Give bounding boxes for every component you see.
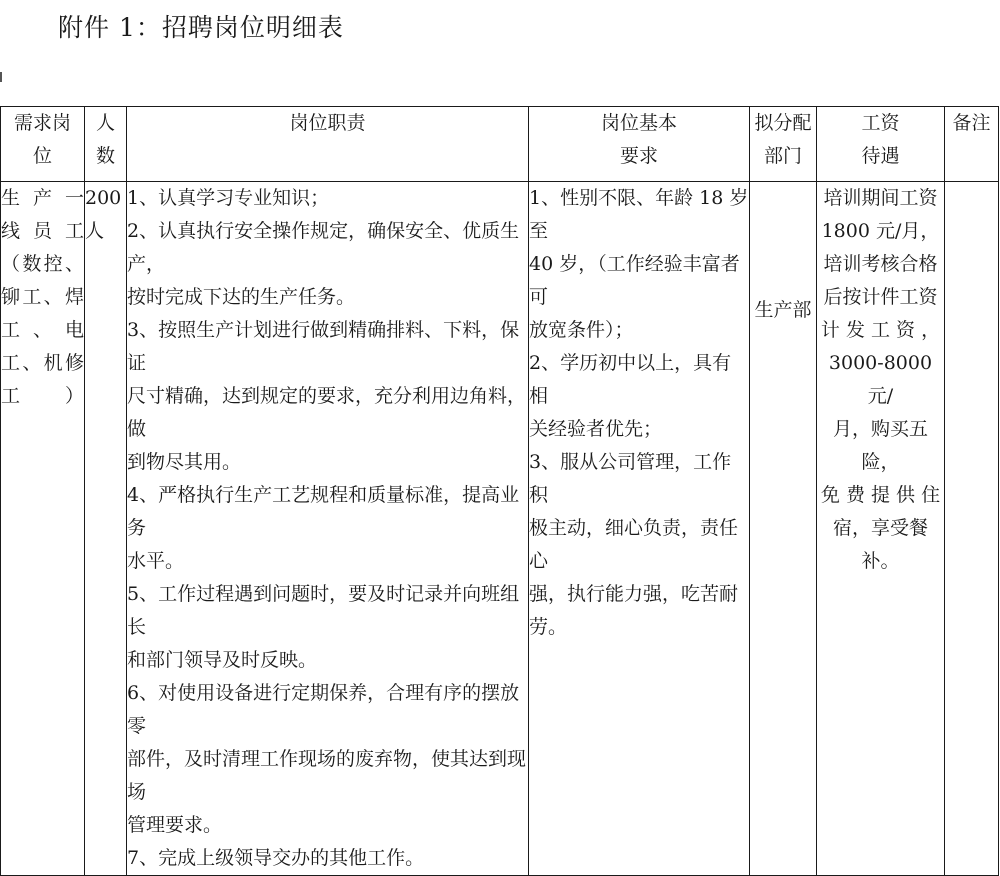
position-cell bbox=[1, 182, 85, 876]
table-row bbox=[1, 182, 999, 876]
position-text: 生产一 线员工 （数控、 铆工、焊 工、电 工、机修 工） bbox=[1, 187, 84, 407]
salary-cell bbox=[817, 182, 945, 876]
header-requirements: 岗位基本 要求 bbox=[529, 107, 750, 182]
duties-cell bbox=[127, 182, 529, 876]
header-salary: 工资 待遇 bbox=[817, 107, 945, 182]
requirements-cell bbox=[529, 182, 750, 876]
document-title: 附件 1：招聘岗位明细表 bbox=[58, 13, 344, 42]
department-cell bbox=[750, 182, 817, 876]
header-position: 需求岗 位 bbox=[1, 107, 85, 182]
table-header-row bbox=[1, 107, 999, 182]
count-cell bbox=[85, 182, 127, 876]
department-text: 生产部 bbox=[754, 299, 812, 321]
header-count: 人 数 bbox=[85, 107, 127, 182]
notes-cell bbox=[945, 182, 999, 876]
header-duties: 岗位职责 bbox=[127, 107, 529, 182]
recruitment-table bbox=[0, 106, 999, 876]
count-text: 200 人 bbox=[85, 187, 122, 242]
requirements-text: 1、性别不限、年龄 18 岁至 40 岁，（工作经验丰富者可 放宽条件）； 2、学历初中以上，具有相 关经验者优先； 3、服从公司管理，工作积 极主动，细心负责，责任心 强，执行能力强，吃苦耐劳。 bbox=[529, 187, 749, 638]
header-department: 拟分配 部门 bbox=[750, 107, 817, 182]
margin-mark bbox=[0, 72, 2, 82]
header-notes: 备注 bbox=[945, 107, 999, 182]
duties-text: 1、认真学习专业知识； 2、认真执行安全操作规定，确保安全、优质生产， 按时完成下达的生产任务。 3、按照生产计划进行做到精确排料、下料，保证 尺寸精确，达到规定的要求，充分利用边角料，做 到物尽其用。 4、严格执行生产工艺规程和质量标准，提高业务 水平。 5、工作过程遇到问题时，要及时记录并向班组长 和部门领导及时反映。 6、对使用设备进行定期保养，合理有序的摆放零 部件，及时清理工作现场的废弃物，使其达到现场 管理要求。 7、完成上级领导交办的其他工作。 bbox=[127, 187, 527, 869]
salary-text: 培训期间工资 1800 元/月， 培训考核合格 后按计件工资 计 发 工 资 ， 3000-8000 元/ 月，购买五险， 免 费 提 供 住 宿，享受餐补。 bbox=[820, 187, 941, 572]
